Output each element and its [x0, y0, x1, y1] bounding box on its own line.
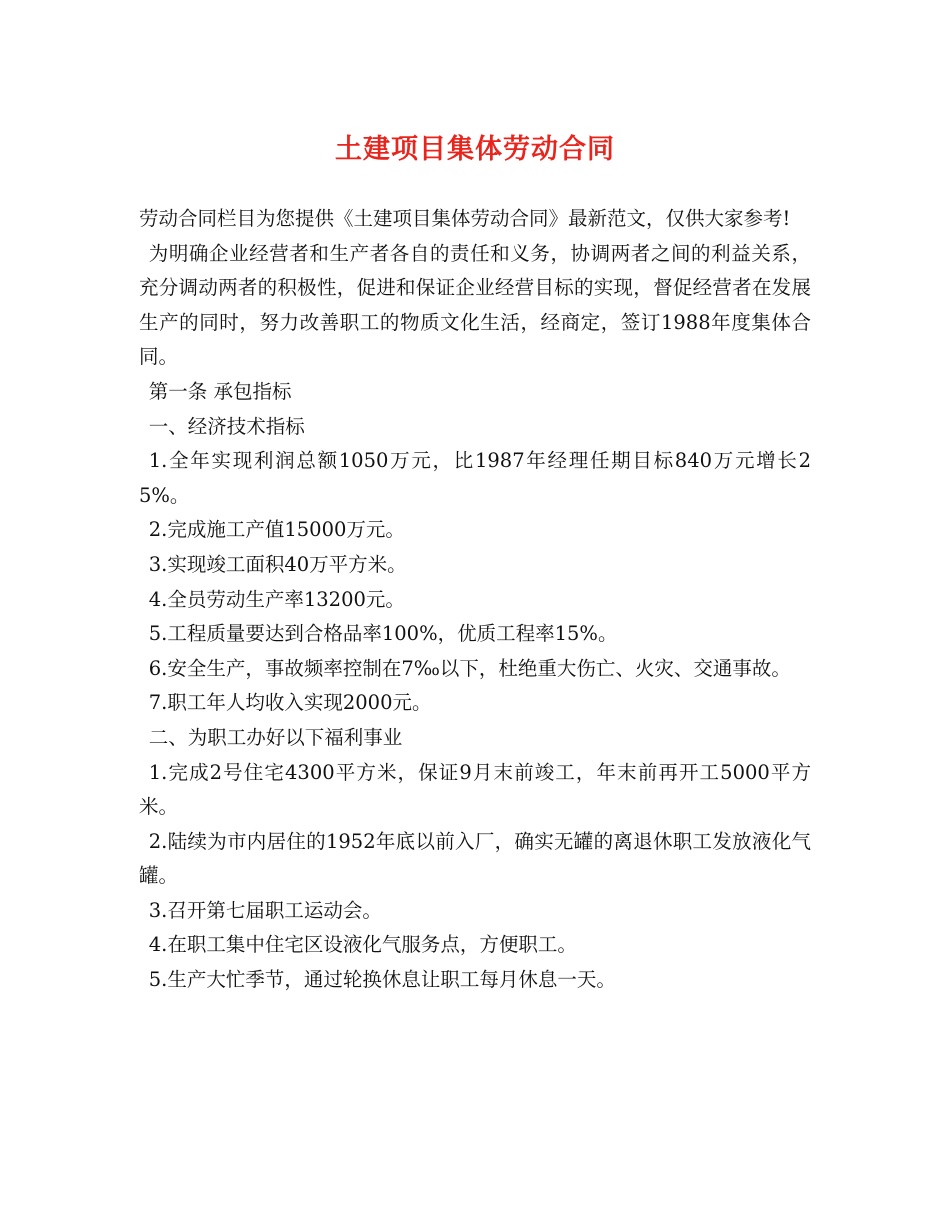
list-item: 1.全年实现利润总额1050万元，比1987年经理任期目标840万元增长25%。: [139, 449, 811, 507]
list-item: 5.工程质量要达到合格品率100%，优质工程率15%。: [148, 622, 618, 646]
list-item: 3.实现竣工面积40万平方米。: [148, 552, 407, 576]
list-item: 7.职工年人均收入实现2000元。: [148, 691, 432, 715]
section-heading: 一、经济技术指标: [148, 414, 305, 438]
list-item: 6.安全生产，事故频率控制在7‰以下，杜绝重大伤亡、火灾、交通事故。: [148, 656, 791, 680]
list-item: 4.全员劳动生产率13200元。: [148, 587, 405, 611]
preamble-paragraph: 为明确企业经营者和生产者各自的责任和义务，协调两者之间的利益关系，充分调动两者的积极性，促进和保证企业经营目标的实现，督促经营者在发展生产的同时，努力改善职工的物质文化生活，经商定，签订1988年度集体合同。: [139, 241, 811, 369]
section-heading: 二、为职工办好以下福利事业: [148, 725, 403, 749]
intro-paragraph: 劳动合同栏目为您提供《土建项目集体劳动合同》最新范文，仅供大家参考!: [139, 207, 791, 230]
list-item: 2.陆续为市内居住的1952年底以前入厂，确实无罐的离退休职工发放液化气罐。: [139, 829, 811, 888]
article-heading: 第一条 承包指标: [148, 379, 292, 403]
document-title: 土建项目集体劳动合同: [335, 134, 615, 165]
list-item: 5.生产大忙季节，通过轮换休息让职工每月休息一天。: [148, 968, 616, 992]
list-item: 4.在职工集中住宅区设液化气服务点，方便职工。: [148, 933, 577, 957]
list-item: 3.召开第七届职工运动会。: [148, 898, 382, 922]
list-item: 1.完成2号住宅4300平方米，保证9月末前竣工，年末前再开工5000平方米。: [139, 760, 811, 819]
list-item: 2.完成施工产值15000万元。: [148, 518, 405, 542]
document-body: [139, 202, 811, 998]
